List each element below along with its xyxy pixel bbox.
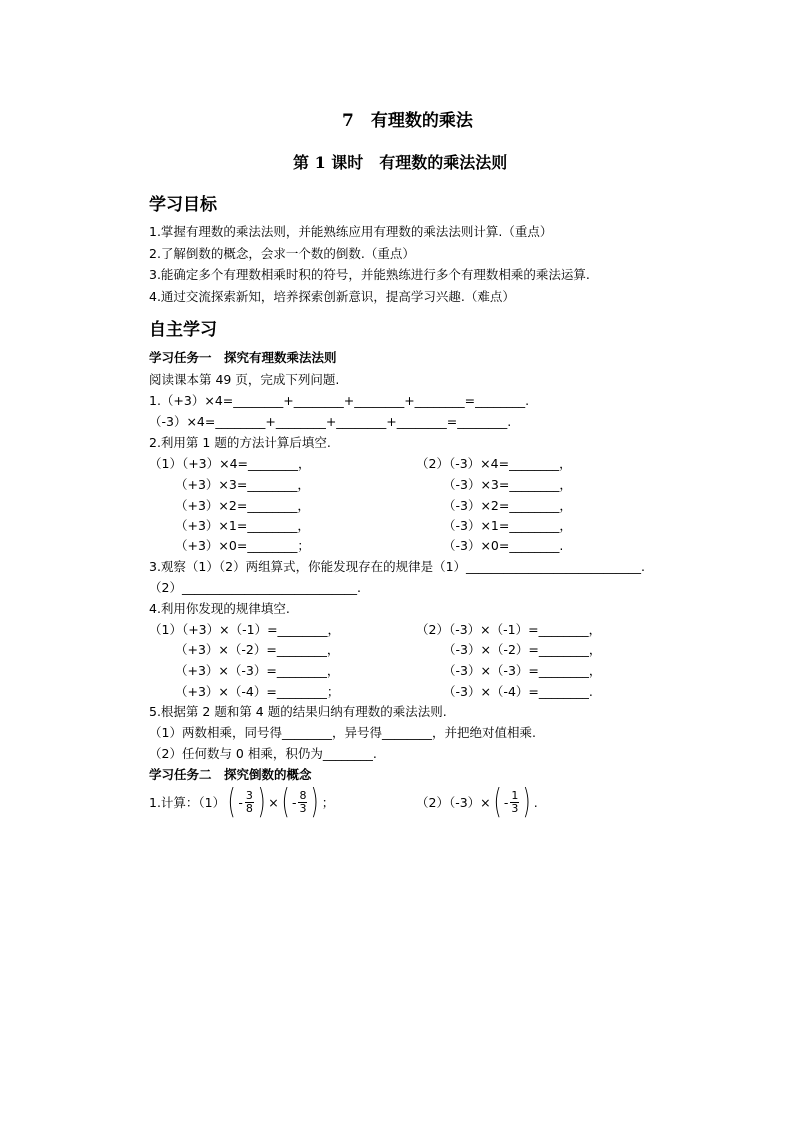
fraction	[298, 790, 307, 815]
question-5-line-2: （2）任何数与 0 相乘，积仍为________.	[149, 746, 377, 761]
fraction	[510, 790, 519, 815]
right-paren: )	[523, 782, 532, 822]
left-paren: (	[227, 782, 236, 822]
left-paren: (	[493, 782, 502, 822]
goals-heading: 学习目标	[149, 195, 217, 215]
times-sign: ×	[268, 794, 279, 810]
question-1-line-2: （-3）×4=________+________+________+________=________.	[149, 414, 512, 429]
goal-item: 4.通过交流探索新知，培养探索创新意识，提高学习兴趣.（难点）	[149, 289, 515, 304]
period: .	[533, 794, 538, 810]
denominator: 8	[245, 801, 253, 815]
task1-title: 学习任务一 探究有理数乘法法则	[149, 350, 337, 365]
goal-item: 3.能确定多个有理数相乘时积的符号，并能熟练进行多个有理数相乘的乘法运算.	[149, 267, 590, 282]
numerator: 1	[511, 788, 519, 802]
goal-item: 1.掌握有理数的乘法法则，并能熟练应用有理数的乘法法则计算.（重点）	[149, 224, 553, 239]
fraction	[245, 790, 254, 815]
lesson-subtitle: 第 1 课时 有理数的乘法法则	[293, 153, 508, 172]
q2-left-row: （+3）×2=________，	[175, 498, 310, 513]
q4-left-row: （1）（+3）×（-1）=________，	[149, 622, 341, 637]
q4-right-row: （-3）×（-4）=________.	[443, 684, 593, 699]
calc-label: 1.计算：（1）	[149, 795, 226, 810]
left-paren: (	[281, 782, 290, 822]
question-4-title: 4.利用你发现的规律填空.	[149, 601, 290, 616]
question-3-line-2: （2）____________________________.	[149, 580, 361, 595]
goal-item: 2.了解倒数的概念，会求一个数的倒数.（重点）	[149, 246, 415, 261]
q2-right-row: （-3）×3=________，	[443, 477, 572, 492]
right-paren: )	[257, 782, 266, 822]
q4-left-row: （+3）×（-4）=________；	[175, 684, 340, 699]
question-5-title: 5.根据第 2 题和第 4 题的结果归纳有理数的乘法法则.	[149, 704, 447, 719]
q2-right-row: （-3）×2=________，	[443, 498, 572, 513]
minus-sign: -	[503, 794, 509, 810]
q2-right-row: （-3）×0=________.	[443, 538, 564, 553]
calc-expression-1	[149, 782, 335, 822]
calc-part2-label: （2）（-3）×	[416, 795, 491, 810]
denominator: 3	[299, 801, 307, 815]
page-title: 7 有理数的乘法	[342, 111, 473, 131]
right-paren: )	[311, 782, 320, 822]
q4-left-row: （+3）×（-3）=________，	[175, 663, 340, 678]
q4-right-row: （-3）×（-2）=________，	[443, 642, 602, 657]
question-1-line-1: 1.（+3）×4=________+________+________+________=________.	[149, 393, 530, 408]
question-2-title: 2.利用第 1 题的方法计算后填空.	[149, 435, 331, 450]
q2-left-row: （+3）×3=________，	[175, 477, 310, 492]
calc-expression-2	[416, 782, 538, 822]
q2-left-row: （1）（+3）×4=________，	[149, 456, 311, 471]
self-study-heading: 自主学习	[149, 320, 217, 340]
q2-left-row: （+3）×0=________；	[175, 538, 310, 553]
numerator: 3	[245, 788, 253, 802]
minus-sign: -	[291, 794, 297, 810]
q4-left-row: （+3）×（-2）=________，	[175, 642, 340, 657]
q4-right-row: （-3）×（-3）=________，	[443, 663, 602, 678]
q2-right-row: （-3）×1=________，	[443, 518, 572, 533]
question-5-line-1: （1）两数相乘，同号得________，异号得________，并把绝对值相乘.	[149, 725, 536, 740]
q2-left-row: （+3）×1=________，	[175, 518, 310, 533]
q2-right-row: （2）（-3）×4=________，	[416, 456, 572, 471]
minus-sign: -	[238, 794, 243, 810]
denominator: 3	[511, 801, 519, 815]
semicolon: ；	[321, 795, 335, 810]
numerator: 8	[299, 788, 307, 802]
task2-title: 学习任务二 探究倒数的概念	[149, 767, 312, 782]
task1-intro: 阅读课本第 49 页，完成下列问题.	[149, 372, 340, 387]
q4-right-row: （2）（-3）×（-1）=________，	[416, 622, 602, 637]
question-3-line-1: 3.观察（1）（2）两组算式，你能发现存在的规律是（1）____________________________.	[149, 559, 646, 574]
